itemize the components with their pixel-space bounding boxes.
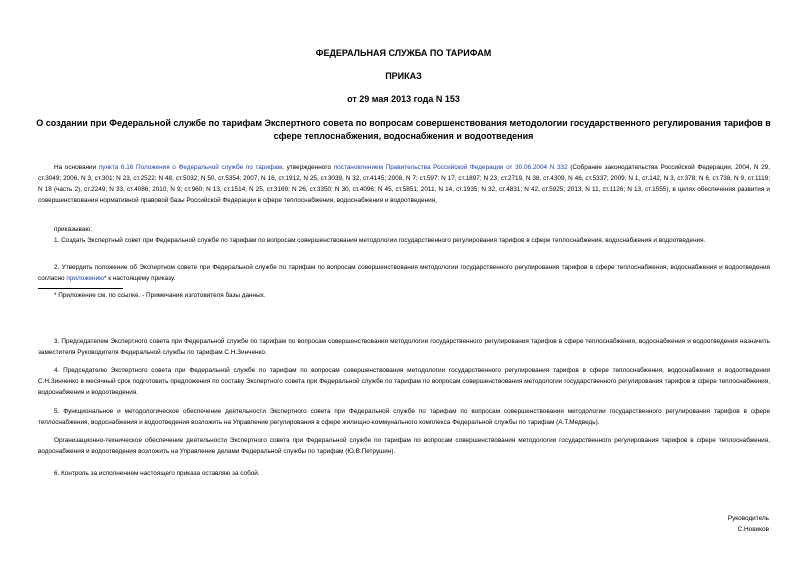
item-2-tail: * к настоящему приказу. [103, 274, 176, 282]
item-3-block [38, 337, 770, 359]
preamble-mid: , утвержденного [282, 164, 334, 171]
preamble-lead: На основании [54, 164, 99, 171]
doc-date-number: от 29 мая 2013 года N 153 [347, 94, 460, 104]
item-5b: Организационно-техническое обеспечение деятельности Экспертного совета при Федеральной службе по тарифам по вопросам совершенствования методологии государственного регулирования тарифов в сфере теплоснабжения, водоснабжения и водоотведения возложить на Управление делами Федеральной службы по тарифам (Ю.В.Петрушин). [38, 437, 770, 455]
item-5b-block [38, 436, 770, 458]
item-2-block [38, 263, 770, 302]
signature-name: С.Новиков [737, 525, 769, 533]
signature-position: Руководитель [727, 515, 769, 522]
item-2 [38, 263, 770, 285]
preamble-tail: (Собрание законодательства Российской Федерации, 2004, N 29, ст.3049; 2006, N 3, ст.301; N 23, ст.2522; N 48, ст.5032; N 50, ст.5354; 2007, N 16, ст.1912, N 25, ст.3039, N 32, ст.4145; 2008, N 7; ст.597; N 17, ст.1897; N 23, ст.2719, N 38, ст.4309, N 46, ст.5337; 2009, N 1, ст.142, N 3, ст.378; N 6, ст.738, N 9, ст.1119; N 18 (часть 2), ст.2249; N 33, ст.4086; 2010, N 9; ст.960; N 13, ст.1514; N 25, ст.3169; N 26, ст.3350; N 30, ст.4096; N 45, ст.5851; 2011, N 14, ст.1935; N 32, ст.4831; N 42, ст.5925; 2013, N 11, ст.1126; N 13, ст.1555), в целях обеспечения развития и совершенствования нормативной правовой базы Российской Федерации в сфере теплоснабжения, водоснабжения и водоотведения, [38, 164, 770, 204]
item-2-lead: 2. Утвердить положение об Экспертном совете при Федеральной службе по тарифам по вопросам совершенствования методологии государственного регулирования тарифов в сфере теплоснабжения, водоснабжения и водоотведения согласно [38, 264, 770, 282]
footnote-divider [38, 288, 123, 289]
doc-subject: О создании при Федеральной службе по тарифам Экспертного совета по вопросам совершенствования методологии государственного регулирования тарифов в сфере теплоснабжения, водоснабжения и водоотведения [36, 118, 771, 141]
signature-block [569, 514, 769, 536]
item-3: 3. Председателем Экспертного совета при Федеральной службе по тарифам по вопросам совершенствования методологии государственного регулирования тарифов в сфере теплоснабжения, водоснабжения и водоотведения назначить заместителя Руководителя Федеральной службы по тарифам С.Н.Зинченко. [38, 338, 770, 356]
doc-type-title: ПРИКАЗ [385, 71, 422, 81]
preamble-block [38, 163, 770, 207]
order-word: приказываю: [54, 226, 92, 233]
link-regulation-point[interactable]: пункта 6.16 Положения о Федеральной службе по тарифам [98, 164, 283, 171]
item-6-block [38, 469, 770, 480]
item-1: 1. Создать Экспертный совет при Федеральной службе по тарифам по вопросам совершенствования методологии государственного регулирования тарифов в сфере теплоснабжения, водоснабжения и водоотведения. [54, 236, 706, 244]
agency-title: ФЕДЕРАЛЬНАЯ СЛУЖБА ПО ТАРИФАМ [315, 48, 492, 58]
footnote: * Приложение см. по ссылке. - Примечание изготовителя базы данных. [54, 291, 266, 299]
item-5: 5. Функциональное и методологическое обеспечение деятельности Экспертного совета при Федеральной службе по тарифам по вопросам совершенствования методологии государственного регулирования тарифов в сфере теплоснабжения, водоснабжения и водоотведения возложить на Управление регулирования в сфере жилищно-коммунального комплекса Федеральной службы по тарифам (А.Т.Медведь). [38, 408, 770, 426]
link-appendix[interactable]: приложению [66, 274, 104, 282]
item-6: 6. Контроль за исполнением настоящего приказа оставляю за собой. [54, 470, 260, 477]
link-government-decree[interactable]: постановлением Правительства Российской Федерации от 30.06.2004 N 332 [333, 164, 568, 171]
preamble-paragraph [38, 163, 770, 207]
item-4-block [38, 366, 770, 399]
order-block [38, 225, 770, 247]
item-4: 4. Председателю Экспертного совета при Федеральной службе по тарифам по вопросам совершенствования методологии государственного регулирования тарифов в сфере теплоснабжения, водоснабжения и водоотведения С.Н.Зинченко в месячный срок подготовить предложения по составу Экспертного совета при Федеральной службе по тарифам по вопросам совершенствования методологии государственного регулирования тарифов в сфере теплоснабжения, водоснабжения и водоотведения. [38, 367, 770, 396]
item-5-block [38, 407, 770, 429]
